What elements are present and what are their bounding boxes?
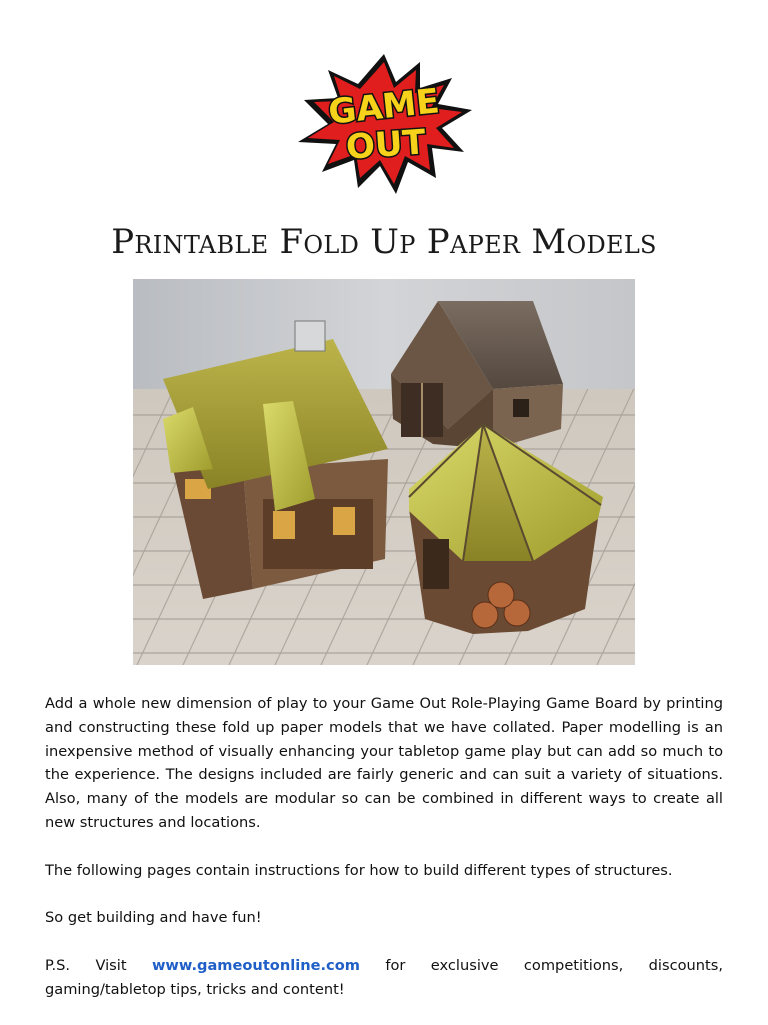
game-out-logo bbox=[292, 48, 476, 196]
ps-suffix: for exclusive competitions, discounts, gaming/tabletop tips, tricks and content! bbox=[45, 956, 723, 998]
intro-paragraph: Add a whole new dimension of play to your Game Out Role-Playing Game Board by printing and constructing these fold up paper models that we have collated. Paper modelling is an inexpensive method of visually enhancing your tabletop game play but can add so much to the experience. The designs included are fairly generic and can suit a variety of situations. Also, many of the models are modular so can be combined in different ways to create all new structures and locations. bbox=[45, 695, 723, 831]
logo-word-out: OUT bbox=[344, 122, 428, 168]
logo-word-game: GAME bbox=[326, 81, 442, 133]
fun-paragraph: So get building and have fun! bbox=[45, 909, 262, 927]
following-paragraph: The following pages contain instructions for how to build different types of structures. bbox=[45, 861, 673, 879]
comic-burst-icon bbox=[292, 48, 476, 196]
ps-paragraph bbox=[45, 954, 723, 1002]
paper-models-photo bbox=[133, 279, 635, 665]
gameoutonline-link[interactable]: www.gameoutonline.com bbox=[151, 956, 360, 974]
paper-model-houses-photo bbox=[133, 279, 635, 665]
ps-prefix: P.S. Visit bbox=[45, 956, 152, 974]
page-title: Printable Fold Up Paper Models bbox=[111, 222, 657, 262]
body-text bbox=[45, 692, 723, 1025]
